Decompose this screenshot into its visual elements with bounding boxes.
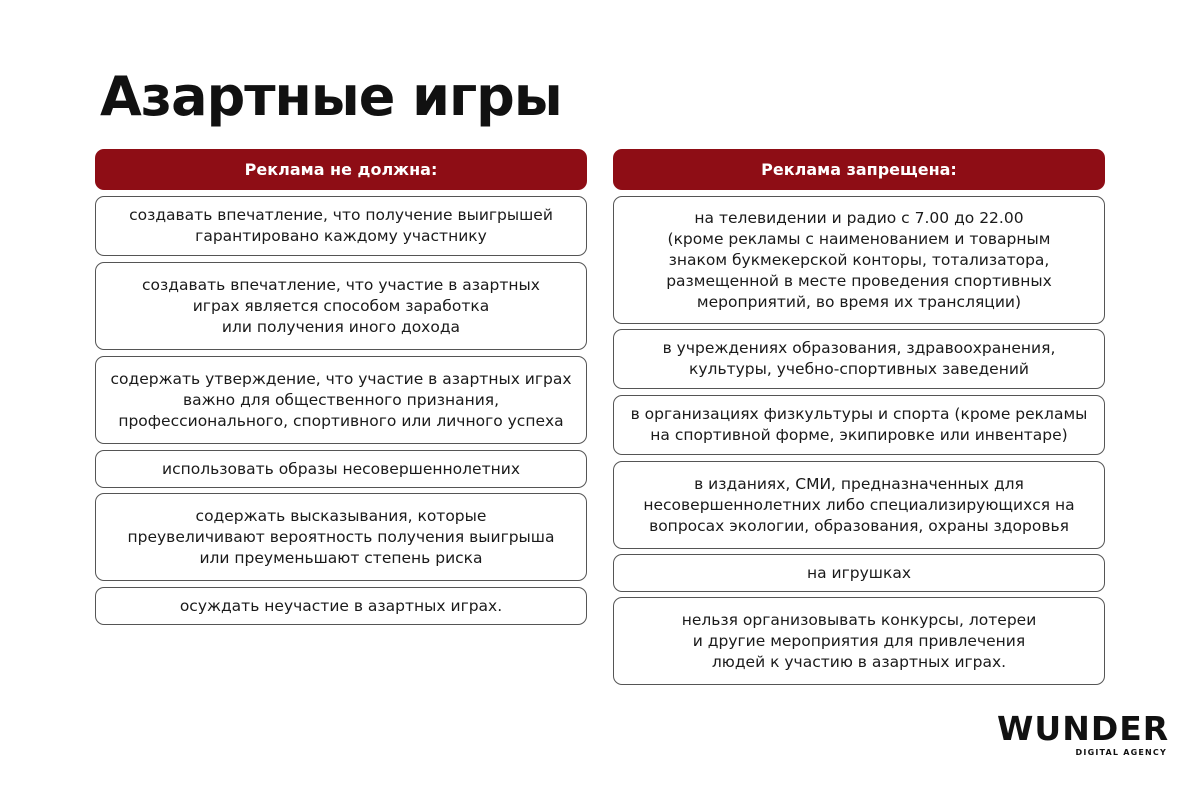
- column-ad-prohibited: [613, 149, 1105, 671]
- column-header: Реклама не должна:: [95, 149, 587, 190]
- list-item: содержать высказывания, которые преувеличивают вероятность получения выигрыша или преуменьшают степень риска: [95, 493, 587, 581]
- list-item: в изданиях, СМИ, предназначенных для несовершеннолетних либо специализирующихся на вопросах экологии, образования, охраны здоровья: [613, 461, 1105, 549]
- list-item: осуждать неучастие в азартных играх.: [95, 587, 587, 625]
- page-title: Азартные игры: [100, 65, 562, 128]
- list-item: нельзя организовывать конкурсы, лотереи и другие мероприятия для привлечения людей к участию в азартных играх.: [613, 597, 1105, 685]
- column-ad-must-not: [95, 149, 587, 615]
- column-header: Реклама запрещена:: [613, 149, 1105, 190]
- list-item: на игрушках: [613, 554, 1105, 592]
- list-item: создавать впечатление, что участие в азартных играх является способом заработка или получения иного дохода: [95, 262, 587, 350]
- list-item: на телевидении и радио с 7.00 до 22.00 (кроме рекламы с наименованием и товарным знаком букмекерской конторы, тотализатора, размещенной в месте проведения спортивных мероприятий, во время их трансляции): [613, 196, 1105, 324]
- logo-wordmark: WUNDER: [997, 709, 1170, 748]
- list-item: в организациях физкультуры и спорта (кроме рекламы на спортивной форме, экипировке или инвентаре): [613, 395, 1105, 455]
- list-item: содержать утверждение, что участие в азартных играх важно для общественного признания, профессионального, спортивного или личного успеха: [95, 356, 587, 444]
- list-item: использовать образы несовершеннолетних: [95, 450, 587, 488]
- logo-tagline: DIGITAL AGENCY: [1075, 748, 1167, 757]
- list-item: создавать впечатление, что получение выигрышей гарантировано каждому участнику: [95, 196, 587, 256]
- wunder-logo: [997, 709, 1170, 760]
- list-item: в учреждениях образования, здравоохранения, культуры, учебно-спортивных заведений: [613, 329, 1105, 389]
